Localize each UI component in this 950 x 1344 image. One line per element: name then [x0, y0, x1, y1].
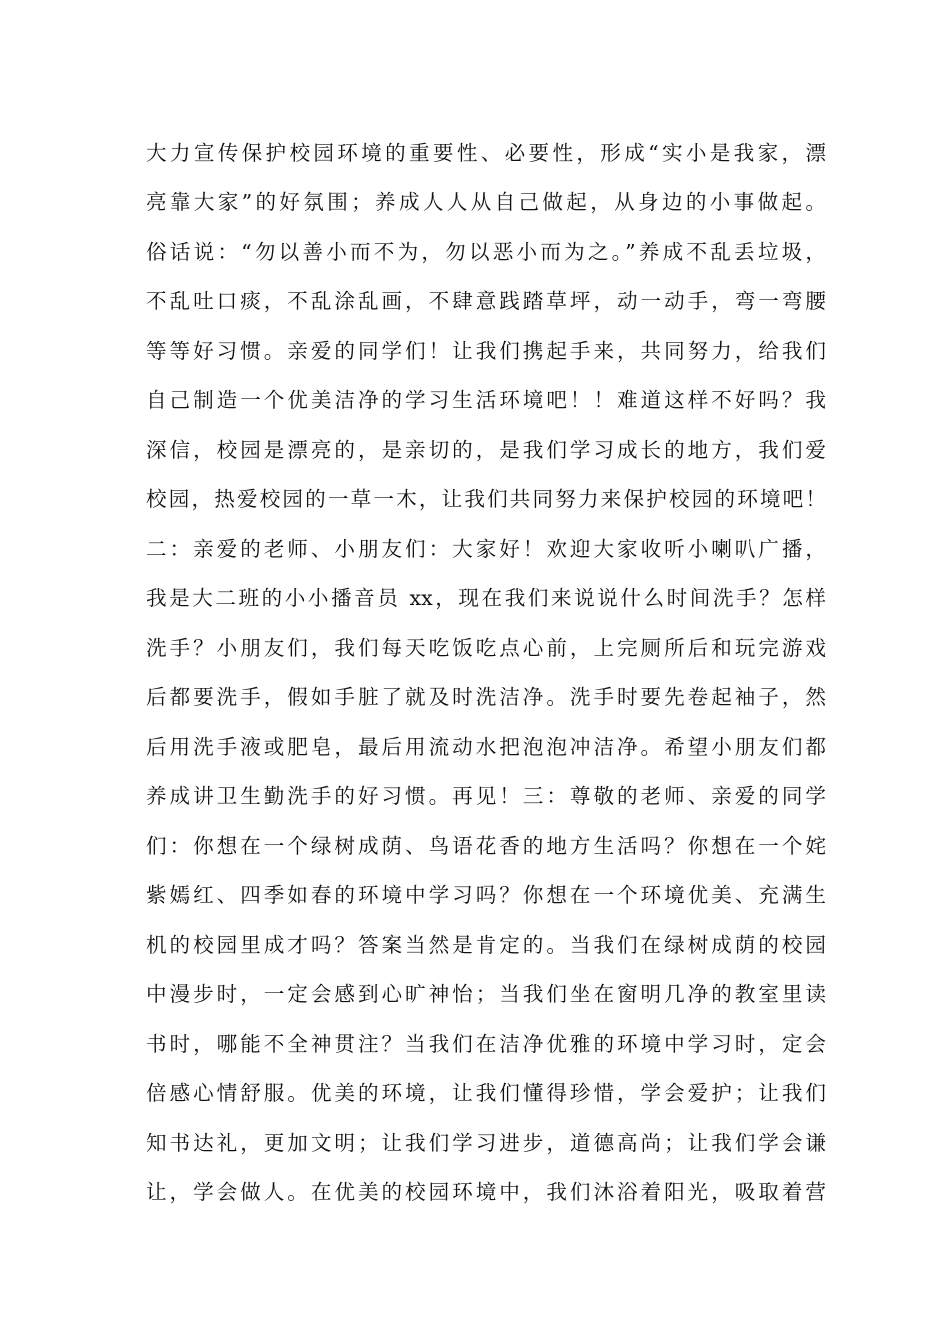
text-line: 等等好习惯。亲爱的同学们！让我们携起手来，共同努力，给我们 [146, 339, 826, 363]
text-line: 书时，哪能不全神贯注？当我们在洁净优雅的环境中学习时，定会 [146, 1032, 826, 1056]
text-line: 俗话说：“勿以善小而不为，勿以恶小而为之。”养成不乱丢垃圾， [146, 240, 826, 264]
text-line: 养成讲卫生勤洗手的好习惯。再见！三：尊敬的老师、亲爱的同学 [146, 784, 826, 808]
text-line: 不乱吐口痰，不乱涂乱画，不肆意践踏草坪，动一动手，弯一弯腰 [146, 289, 826, 313]
text-line: 倍感心情舒服。优美的环境，让我们懂得珍惜，学会爱护；让我们 [146, 1081, 826, 1105]
text-line: 紫嫣红、四季如春的环境中学习吗？你想在一个环境优美、充满生 [146, 883, 826, 907]
text-line: 校园，热爱校园的一草一木，让我们共同努力来保护校园的环境吧！ [146, 487, 826, 511]
text-line: 洗手？小朋友们，我们每天吃饭吃点心前，上完厕所后和玩完游戏 [146, 636, 826, 660]
text-line: 亮靠大家”的好氛围；养成人人从自己做起，从身边的小事做起。 [146, 190, 826, 214]
text-line: 二：亲爱的老师、小朋友们：大家好！欢迎大家收听小喇叭广播， [146, 537, 826, 561]
text-line: 大力宣传保护校园环境的重要性、必要性，形成“实小是我家，漂 [146, 141, 826, 165]
text-line: 后用洗手液或肥皂，最后用流动水把泡泡冲洁净。希望小朋友们都 [146, 735, 826, 759]
text-line: 自己制造一个优美洁净的学习生活环境吧！！难道这样不好吗？我 [146, 388, 826, 412]
text-line: 们：你想在一个绿树成荫、鸟语花香的地方生活吗？你想在一个姹 [146, 834, 826, 858]
text-line: 深信，校园是漂亮的，是亲切的，是我们学习成长的地方，我们爱 [146, 438, 826, 462]
text-line: 后都要洗手，假如手脏了就及时洗洁净。洗手时要先卷起袖子，然 [146, 685, 826, 709]
text-line: 我是大二班的小小播音员 xx，现在我们来说说什么时间洗手？怎样 [146, 586, 826, 610]
text-line: 让，学会做人。在优美的校园环境中，我们沐浴着阳光，吸取着营 [146, 1180, 826, 1204]
text-line: 知书达礼，更加文明；让我们学习进步，道德高尚；让我们学会谦 [146, 1131, 826, 1155]
text-line: 中漫步时，一定会感到心旷神怡；当我们坐在窗明几净的教室里读 [146, 982, 826, 1006]
text-line: 机的校园里成才吗？答案当然是肯定的。当我们在绿树成荫的校园 [146, 933, 826, 957]
